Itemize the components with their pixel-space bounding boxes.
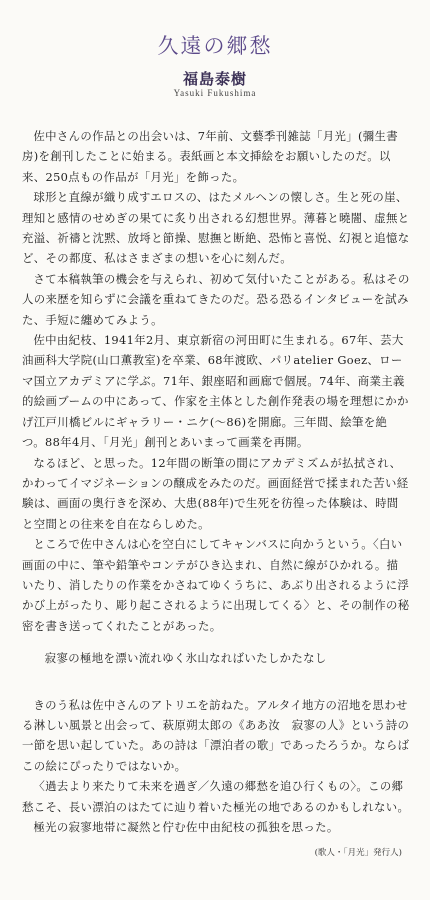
paragraph: 〈過去より来たりて未来を過ぎ／久遠の郷愁を追ひ行くもの〉。この郷愁こそ、長い漂泊のはたてに辿り着いた極光の地であるのかもしれない。 [22,779,410,814]
article-title: 久遠の郷愁 [157,34,273,58]
paragraph: きのう私は佐中さんのアトリエを訪ねた。アルタイ地方の沼地を思わせる淋しい風景と出会って、萩原朔太郎の《ああ汝 寂寥の人》という詩の一節を思い起していた。あの詩は「漂泊者の歌」であったろうか。ならばこの絵にぴったりではないか。 [22,697,410,773]
author-name: 福島泰樹 [182,70,247,88]
article-body [22,126,410,837]
paragraph: 佐中さんの作品との出会いは、7年前、文藝季刊雑誌「月光」(彌生書房)を創刊したことに始まる。表紙画と本文挿絵をお願いしたのだ。以来、250点もの作品が「月光」を飾った。 [22,129,399,184]
paragraph: さて本稿執筆の機会を与えられ、初めて気付いたことがある。私はその人の来歴を知らずに会議を重ねてきたのだ。恐る恐るインタビューを試みた、手短に纏めてみよう。 [22,271,410,327]
paragraph: 球形と直線が織り成すエロスの、はたメルヘンの懐しさ。生と死の崖、理知と感情のせめぎの果てに炙り出される幻想世界。薄暮と曉闇、虚無と充溢、祈禱と沈黙、放埓と節操、慰撫と断絶、恐怖と喜悦、幻視と追憶など、その都度、私はさまざまの想いを心に刻んだ。 [22,190,410,266]
author-name-roman: Yasuki Fukushima [173,88,257,98]
paragraph: 極光の寂寥地帯に凝然と佇む佐中由紀枝の孤独を思った。 [33,820,339,834]
author-credit: (歌人・「月光」発行人) [314,848,402,858]
paragraph: ところで佐中さんは心を空白にしてキャンバスに向かうという。〈白い画面の中に、筆や鉛筆やコンテがひき込まれ、自然に線がひかれる。描いたり、消したりの作業をかさねてゆくうちに、あぶり出されるように浮かび上がったり、彫り起こされるように出現してくる〉と、その制作の秘密を書き送ってくれたことがあった。 [22,537,410,633]
tanka-poem: 寂寥の極地を漂い流れゆく氷山なればいたしかたなし [44,651,327,666]
paragraph: 佐中由紀枝、1941年2月、東京新宿の河田町に生まれる。67年、芸大油画科大学院(山口薫教室)を卒業、68年渡欧、パリatelier Goez、ローマ国立アカデミアに学ぶ。71年、銀座昭和画廊で個展。74年、商業主義的絵画ブームの中にあって、作家を主体とした創作発表の場を理想にかかげ江戸川橋ビルにギャラリー・ニケ(～86)を開廊。三年間、絵筆を絶つ。88年4月、「月光」創刊とあいまって画業を再開。 [22,333,409,450]
paragraph: なるほど、と思った。12年間の断筆の間にアカデミズムが払拭され、かわってイマジネーションの醸成をみたのだ。画面経営で揉まれた苦い経験は、画面の奥行きを深め、大患(88年)で生死を彷徨った体験は、時間と空間との往来を自在ならしめた。 [22,455,409,531]
